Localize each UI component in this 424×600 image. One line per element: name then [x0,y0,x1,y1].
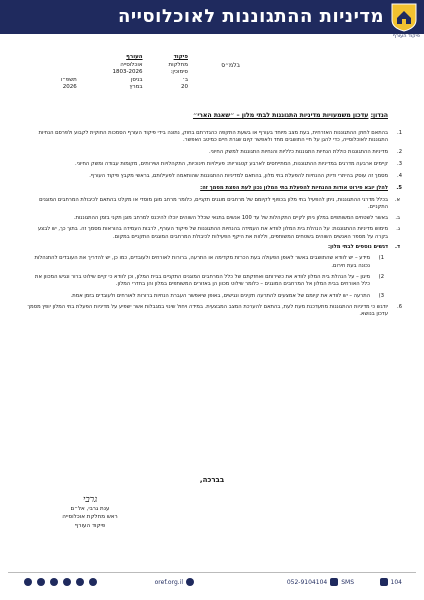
paragraph [26,161,402,168]
footer-sms[interactable] [287,578,354,586]
paragraph-number: 1. [397,130,402,136]
header-title: מדיניות ההתגוננות לאוכלוסייה [117,6,384,27]
paragraph-text: מדיניות ההתגוננות כוללת הנחיות התגוננות כלליות והנחיות התגוננות למשק החיוני. [208,149,388,156]
subsubpoint-number: 3) [378,292,384,299]
subsubpoint-number: 1) [378,255,384,262]
globe-icon [186,578,194,586]
closing-greeting: בברכה, [199,476,225,484]
subject-text: עדכון משמעויות מדיניות התגוננות לבתי מלון – ״שאגת הארי״ [192,112,369,119]
footer-site: oref.org.il [154,578,183,586]
meta-cell: תשפ״ו [60,76,77,83]
twitter-icon[interactable] [63,578,71,586]
meta-cell: אוכלוסייה [120,61,143,68]
meta-cell [40,62,79,70]
footer-phone: 052-9104104 [286,578,328,586]
subsubpoint-text: מיגון – על הנהלת בית המלון לוודא את כשירותם ואחזקתם של כלל המרחבים המוגנים התקניים בבית המלון, וכן לוודא כי קיים שילוט ברור ונגיש המכוון את כלל האורחים בבית המלון אל המרחבים המוגנים – כלומר שילוט מכוון הן באזורים המשותפים במלון והן בחדרי המלון. [35,273,370,288]
subpoint [26,226,402,241]
subpoint-text: מימוש מדיניות ההתגוננות: על הנהלת בית המלון לוודא את העמידה בהנחיות ההתגוננות של פיקוד העורף, לרבות העמידה בהוראות מסמך זה. בתוך כך, יש לבצע בקרה על מספר האנשים השוהים בשטחים המשותפים, וללוות את היקף הפעילות לכיבולת המרחבים המוגנים התקניים במקום. [37,226,388,240]
youtube-icon[interactable] [50,578,58,586]
paragraph [26,185,402,192]
footer [0,572,424,594]
subpoint-number: א. [394,196,400,203]
subpoint [26,215,402,222]
signer-role: ראש מחלקת אוכלוסייה [62,514,118,520]
subsubpoint [26,293,402,300]
signer-name: ענת גרבי, אל״ם [70,505,110,512]
paragraph-number: 6. [397,303,402,310]
signature-block [40,496,140,530]
paragraph [26,304,402,319]
sms-icon [330,578,338,586]
paragraph-text: מסמך זה עוסק בהיתרי ודיוק ההנחיות להפעלת בתי מלון, בהתאם למדיניות ההתגוננות שהותאמה לפעילותם, בראשי מקבץ פיקוד העורף. [89,173,388,180]
paragraph-text: להלן יובא פירוט אודות ההנחיות להפעלת בתי המלון נכון לעת הפצת מסמך זה: [200,185,388,192]
subsubpoint-text: מידע – יש לוודא שהתושבים באשר לאופן הפעולה בעת הכרזת מקדימה או התרעה, ברורות לאורחים ולעובדים, כמו כן, יש להדריך את העובדים להתנהלות נכונה בעת חירום. [34,255,370,269]
subpoint-number: ג. [396,226,400,233]
home-front-command-logo-icon [390,2,418,32]
subsubpoint-text: התרעה – יש לוודא את קיומם של אמצעים להתרעה תקינים ונגישים, באופן שיאפשר העברת הנחיות ברורות לאורחים ולעובדים בזמן אמת. [70,292,370,299]
paragraph-text: יודגש כי מדיניות ההתגוננות מתעדכנת מעת לעת, בהתאם להערכת המצב המבצעית. במידה ויחול שינוי במגבלות אשר ישפיע על מדיניות הפעלת בתי המלון יופץ מסמך עדכון בנושא. [27,303,388,318]
subpoint-number: ד. [394,244,400,251]
paragraph [26,173,402,180]
telegram-icon[interactable] [76,578,84,586]
header-banner [0,0,424,34]
subpoint-number: ב. [395,215,400,222]
footer-page-number: 104 [390,578,402,586]
instagram-icon[interactable] [37,578,45,586]
paragraph [26,130,402,145]
meta-cell [40,69,79,77]
paragraph-text: בהתאם לחוק ההתגוננות האזרחית, בעת מצב מיוחד בעורף או בשעת התקפה כהגדרתם בחוק, נתונה בידי פיקוד העורף הסמכות החוקית לקבוע ולפרסם הנחיות התגוננות לאוכלוסייה, כדי להגן על חיי התושבים מחד ולאפשר קיום שגרת חיים כמיטב האפשר. [38,130,388,144]
document-body [26,130,402,323]
handwritten-signature: גרבי [82,495,98,505]
paragraph-text: קיימים ארבעה מדרגים במדיניות ההתגוננות, המתייחסים לארבע קטגוריות: פעילויות חינוכיות, התקהלויות ושירותים, מקומות עבודה ומשק החיוני. [75,161,388,168]
subsubpoint [26,274,402,289]
document-meta [40,54,190,92]
whatsapp-icon[interactable] [89,578,97,586]
paragraph-number: 4. [397,173,402,180]
signer-org: פיקוד העורף [74,522,106,529]
meta-header-1: פיקוד [173,54,188,60]
logo-tag: פיקוד העורף [392,33,420,39]
paragraph-number: 3. [397,161,402,168]
footer-sms-label: SMS [341,578,354,586]
subsubpoint-number: 2) [378,273,384,280]
paragraph-number: 2. [397,149,402,156]
meta-cell: במרץ [129,84,143,90]
subpoint [26,197,402,212]
footer-social [24,578,97,586]
meta-header-2: העורף [126,54,143,60]
classification-label: בלמ״ס [221,62,240,69]
phone-icon [380,578,388,586]
facebook-icon[interactable] [24,578,32,586]
subpoint-text: בכלל מדרגי ההתגוננות, ניתן להפעיל בתי מלון בכפוף לקיומם של מרחבים מוגנים תקניים, כלומר מרחב מוגן מוסדי או מקלט בהתאם לכיבולת המרחבים המוגנים התקניים. [39,196,388,211]
subsubpoint [26,255,402,270]
paragraph [26,149,402,156]
subpoint-text: דגשים נוספים לבתי מלון: [328,244,388,251]
footer-website[interactable] [155,578,194,586]
subpoint [26,244,402,251]
subject-line [36,112,388,119]
subpoint-text: באשר לשטחים המשותפים במלון ניתן לקיים התקהלות של עד 100 אנשים בתנאי שכלל השוהים יוכלו להיכנס למרחב מוגן תקני בזמן ההתגוננות. [73,215,388,222]
subject-label: הנדון: [370,112,388,119]
meta-cell: בניסן [130,76,143,83]
footer-phone-short[interactable] [380,578,402,586]
meta-cell: 20 [181,84,188,90]
meta-cell: מחלקות [168,61,188,68]
meta-cell: 2026 [62,84,77,90]
meta-cell: 1803-2026 [112,69,143,75]
paragraph-number: 5. [396,185,402,192]
meta-cell: ב׳ [182,76,188,83]
meta-cell: סימוכין: [170,69,188,75]
